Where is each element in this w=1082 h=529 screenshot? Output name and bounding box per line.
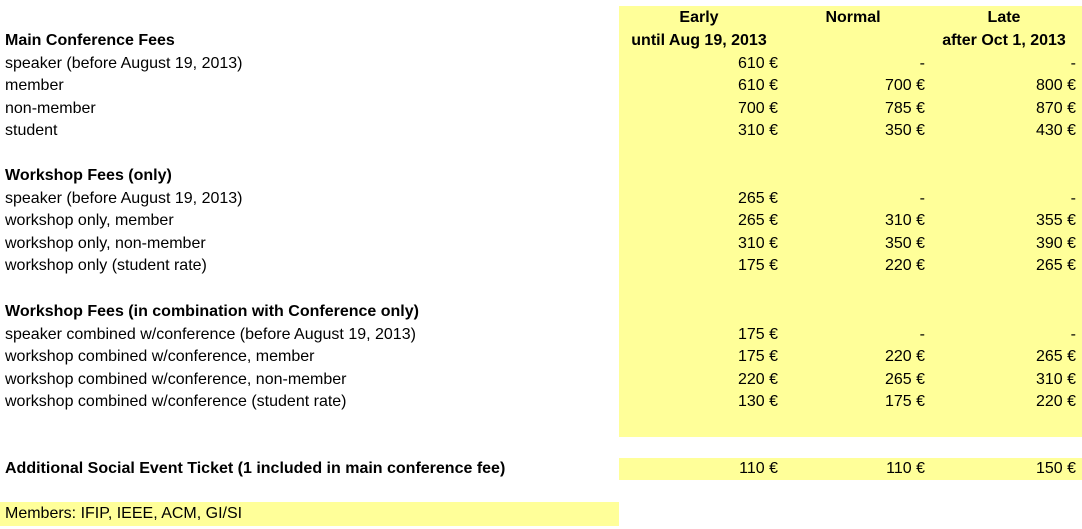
fee-label: workshop only, non-member	[5, 234, 206, 252]
early-fee: 310 €	[737, 234, 778, 252]
section-heading	[0, 165, 1082, 187]
fee-label: workshop only (student rate)	[5, 257, 207, 275]
late-fee: 150 €	[1035, 460, 1076, 477]
early-fee: 220 €	[737, 370, 778, 388]
normal-fee: 220 €	[884, 257, 925, 275]
normal-fee: 220 €	[884, 348, 925, 366]
fee-row	[0, 369, 1082, 391]
fee-label: workshop combined w/conference (student rate)	[5, 393, 347, 411]
fee-label: member	[5, 77, 64, 95]
fee-label: non-member	[5, 99, 96, 117]
social-event-label: Additional Social Event Ticket (1 included in main conference fee)	[5, 460, 506, 477]
early-fee: 265 €	[737, 189, 778, 207]
members-note-row	[0, 503, 1082, 525]
fee-row	[0, 255, 1082, 277]
early-fee: 310 €	[737, 122, 778, 140]
late-fee: 220 €	[1035, 393, 1076, 411]
social-event-row	[0, 458, 1082, 480]
section-title: Workshop Fees (only)	[5, 167, 172, 184]
normal-fee: -	[919, 54, 925, 72]
header-late-sub: after Oct 1, 2013	[942, 32, 1066, 49]
header-early-sub: until Aug 19, 2013	[631, 32, 767, 49]
fee-label: workshop only, member	[5, 212, 174, 230]
normal-fee: 700 €	[884, 77, 925, 95]
fee-row	[0, 233, 1082, 255]
normal-fee: 310 €	[884, 212, 925, 230]
late-fee: 800 €	[1035, 77, 1076, 95]
normal-fee: 785 €	[884, 99, 925, 117]
fee-row	[0, 98, 1082, 120]
fee-row	[0, 391, 1082, 413]
early-fee: 700 €	[737, 99, 778, 117]
section-heading	[0, 301, 1082, 323]
fee-label: workshop combined w/conference, member	[5, 348, 315, 366]
early-fee: 130 €	[737, 393, 778, 411]
fee-row	[0, 75, 1082, 97]
early-fee: 175 €	[737, 348, 778, 366]
normal-fee: 350 €	[884, 122, 925, 140]
fee-label: speaker (before August 19, 2013)	[5, 189, 243, 207]
section-title: Workshop Fees (in combination with Conference only)	[5, 303, 419, 320]
fee-row	[0, 210, 1082, 232]
normal-fee: 265 €	[884, 370, 925, 388]
fee-row	[0, 53, 1082, 75]
normal-fee: 350 €	[884, 234, 925, 252]
late-fee: -	[1070, 325, 1076, 343]
header-early: Early	[679, 9, 719, 26]
early-fee: 265 €	[737, 212, 778, 230]
late-fee: 355 €	[1035, 212, 1076, 230]
normal-fee: -	[919, 325, 925, 343]
early-fee: 610 €	[737, 54, 778, 72]
fee-row	[0, 188, 1082, 210]
fee-label: workshop combined w/conference, non-member	[5, 370, 347, 388]
early-fee: 110 €	[739, 460, 778, 477]
fee-label: speaker combined w/conference (before August 19, 2013)	[5, 325, 416, 343]
early-fee: 175 €	[737, 325, 778, 343]
late-fee: 430 €	[1035, 122, 1076, 140]
fee-row	[0, 346, 1082, 368]
late-fee: 265 €	[1035, 348, 1076, 366]
header-late: Late	[987, 9, 1021, 26]
early-fee: 175 €	[737, 257, 778, 275]
section-heading	[0, 30, 1082, 52]
fee-label: speaker (before August 19, 2013)	[5, 54, 243, 72]
normal-fee: -	[919, 189, 925, 207]
late-fee: -	[1070, 54, 1076, 72]
late-fee: 870 €	[1035, 99, 1076, 117]
fee-row	[0, 120, 1082, 142]
normal-fee: 110 €	[886, 460, 925, 477]
late-fee: 265 €	[1035, 257, 1076, 275]
late-fee: 390 €	[1035, 234, 1076, 252]
fee-label: student	[5, 122, 58, 140]
late-fee: 310 €	[1035, 370, 1076, 388]
normal-fee: 175 €	[884, 393, 925, 411]
members-note: Members: IFIP, IEEE, ACM, GI/SI	[5, 505, 243, 522]
fee-row	[0, 324, 1082, 346]
late-fee: -	[1070, 189, 1076, 207]
section-title: Main Conference Fees	[5, 32, 175, 49]
early-fee: 610 €	[737, 77, 778, 95]
header-normal: Normal	[825, 9, 881, 26]
